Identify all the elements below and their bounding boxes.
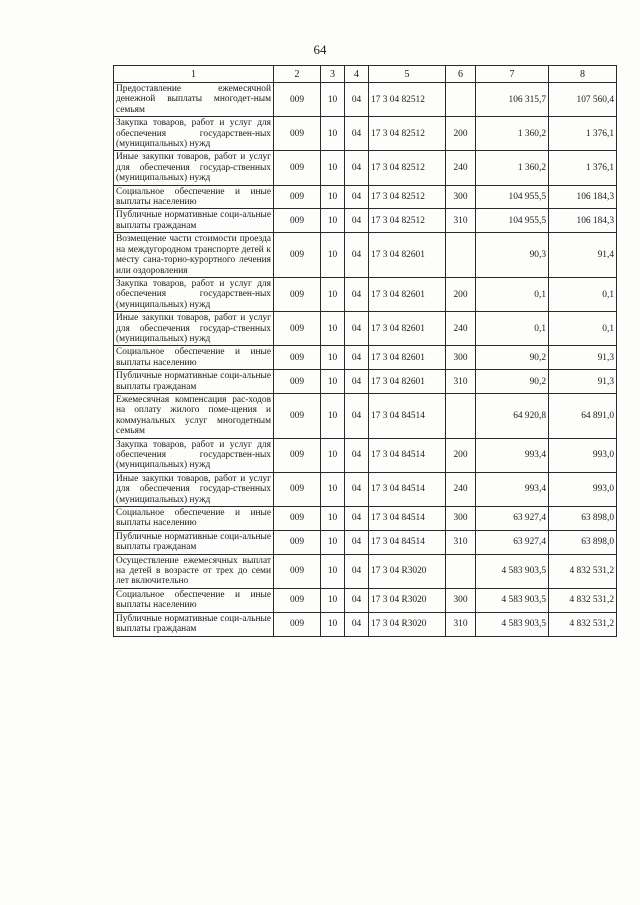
cell-target-article: 17 3 04 84514 <box>369 507 446 531</box>
cell-amount-year1: 993,4 <box>476 438 549 472</box>
cell-section: 10 <box>321 117 345 151</box>
col-header-1: 1 <box>114 66 274 83</box>
cell-target-article: 17 3 04 82601 <box>369 346 446 370</box>
cell-target-article: 17 3 04 84514 <box>369 393 446 438</box>
cell-amount-year1: 90,3 <box>476 233 549 278</box>
cell-target-article: 17 3 04 82512 <box>369 209 446 233</box>
cell-amount-year1: 0,1 <box>476 277 549 311</box>
cell-section: 10 <box>321 530 345 554</box>
cell-expense-type: 310 <box>446 209 476 233</box>
cell-admin-code: 009 <box>274 507 321 531</box>
cell-admin-code: 009 <box>274 233 321 278</box>
cell-section: 10 <box>321 185 345 209</box>
cell-admin-code: 009 <box>274 393 321 438</box>
cell-subsection: 04 <box>345 370 369 394</box>
cell-target-article: 17 3 04 82601 <box>369 233 446 278</box>
cell-expense-type <box>446 233 476 278</box>
cell-subsection: 04 <box>345 277 369 311</box>
cell-expense-type: 240 <box>446 472 476 506</box>
table-row <box>114 346 617 370</box>
cell-amount-year2: 106 184,3 <box>549 185 617 209</box>
cell-amount-year2: 107 560,4 <box>549 83 617 117</box>
cell-expense-type: 310 <box>446 530 476 554</box>
cell-amount-year2: 63 898,0 <box>549 530 617 554</box>
cell-section: 10 <box>321 312 345 346</box>
cell-amount-year2: 993,0 <box>549 472 617 506</box>
cell-amount-year2: 1 376,1 <box>549 151 617 185</box>
cell-subsection: 04 <box>345 209 369 233</box>
table-row <box>114 83 617 117</box>
cell-section: 10 <box>321 554 345 588</box>
cell-amount-year1: 1 360,2 <box>476 151 549 185</box>
cell-admin-code: 009 <box>274 370 321 394</box>
cell-target-article: 17 3 04 R3020 <box>369 612 446 636</box>
cell-admin-code: 009 <box>274 117 321 151</box>
cell-admin-code: 009 <box>274 83 321 117</box>
cell-subsection: 04 <box>345 393 369 438</box>
cell-section: 10 <box>321 507 345 531</box>
table-row <box>114 370 617 394</box>
row-name: Иные закупки товаров, работ и услуг для обеспечения государ-ственных (муниципальных) нужд <box>114 312 274 346</box>
row-name: Публичные нормативные соци-альные выплаты гражданам <box>114 612 274 636</box>
table-row <box>114 507 617 531</box>
cell-subsection: 04 <box>345 612 369 636</box>
cell-target-article: 17 3 04 R3020 <box>369 554 446 588</box>
cell-target-article: 17 3 04 82601 <box>369 370 446 394</box>
cell-expense-type: 310 <box>446 370 476 394</box>
cell-admin-code: 009 <box>274 209 321 233</box>
cell-expense-type <box>446 393 476 438</box>
cell-admin-code: 009 <box>274 185 321 209</box>
row-name: Публичные нормативные соци-альные выплаты гражданам <box>114 530 274 554</box>
row-name: Социальное обеспечение и иные выплаты населению <box>114 185 274 209</box>
row-name: Публичные нормативные соци-альные выплаты гражданам <box>114 370 274 394</box>
cell-subsection: 04 <box>345 233 369 278</box>
table-row <box>114 117 617 151</box>
col-header-4: 4 <box>345 66 369 83</box>
cell-amount-year1: 4 583 903,5 <box>476 554 549 588</box>
row-name: Иные закупки товаров, работ и услуг для обеспечения государ-ственных (муниципальных) нужд <box>114 151 274 185</box>
col-header-2: 2 <box>274 66 321 83</box>
cell-subsection: 04 <box>345 554 369 588</box>
cell-expense-type <box>446 83 476 117</box>
cell-target-article: 17 3 04 82601 <box>369 277 446 311</box>
cell-amount-year2: 106 184,3 <box>549 209 617 233</box>
cell-subsection: 04 <box>345 588 369 612</box>
cell-amount-year2: 1 376,1 <box>549 117 617 151</box>
table-row <box>114 472 617 506</box>
cell-amount-year2: 91,3 <box>549 346 617 370</box>
row-name: Возмещение части стоимости проезда на междугородном транспорте детей к месту сана-торно-курортного лечения или оздоровления <box>114 233 274 278</box>
cell-amount-year2: 0,1 <box>549 312 617 346</box>
cell-expense-type: 200 <box>446 438 476 472</box>
cell-section: 10 <box>321 346 345 370</box>
cell-section: 10 <box>321 277 345 311</box>
cell-section: 10 <box>321 83 345 117</box>
cell-section: 10 <box>321 438 345 472</box>
table-row <box>114 554 617 588</box>
col-header-5: 5 <box>369 66 446 83</box>
cell-target-article: 17 3 04 82512 <box>369 185 446 209</box>
row-name: Осуществление ежемесячных выплат на детей в возрасте от трех до семи лет включительно <box>114 554 274 588</box>
cell-expense-type <box>446 554 476 588</box>
cell-target-article: 17 3 04 R3020 <box>369 588 446 612</box>
cell-amount-year2: 4 832 531,2 <box>549 554 617 588</box>
cell-amount-year1: 104 955,5 <box>476 209 549 233</box>
col-header-6: 6 <box>446 66 476 83</box>
cell-expense-type: 310 <box>446 612 476 636</box>
col-header-8: 8 <box>549 66 617 83</box>
table-row <box>114 393 617 438</box>
table-row <box>114 438 617 472</box>
cell-target-article: 17 3 04 82512 <box>369 117 446 151</box>
cell-amount-year2: 91,4 <box>549 233 617 278</box>
page-number: 64 <box>313 42 327 57</box>
cell-amount-year1: 993,4 <box>476 472 549 506</box>
cell-admin-code: 009 <box>274 612 321 636</box>
row-name: Иные закупки товаров, работ и услуг для обеспечения государ-ственных (муниципальных) нужд <box>114 472 274 506</box>
table-row <box>114 530 617 554</box>
col-header-7: 7 <box>476 66 549 83</box>
cell-amount-year1: 1 360,2 <box>476 117 549 151</box>
row-name: Закупка товаров, работ и услуг для обеспечения государствен-ных (муниципальных) нужд <box>114 117 274 151</box>
cell-subsection: 04 <box>345 83 369 117</box>
cell-subsection: 04 <box>345 472 369 506</box>
cell-section: 10 <box>321 209 345 233</box>
cell-admin-code: 009 <box>274 151 321 185</box>
cell-amount-year2: 4 832 531,2 <box>549 612 617 636</box>
cell-amount-year2: 0,1 <box>549 277 617 311</box>
table-row <box>114 233 617 278</box>
cell-subsection: 04 <box>345 346 369 370</box>
cell-amount-year1: 90,2 <box>476 370 549 394</box>
cell-target-article: 17 3 04 82512 <box>369 151 446 185</box>
table-row <box>114 151 617 185</box>
cell-expense-type: 300 <box>446 507 476 531</box>
cell-amount-year1: 0,1 <box>476 312 549 346</box>
row-name: Социальное обеспечение и иные выплаты населению <box>114 588 274 612</box>
col-header-3: 3 <box>321 66 345 83</box>
cell-subsection: 04 <box>345 507 369 531</box>
table-row <box>114 185 617 209</box>
cell-amount-year2: 91,3 <box>549 370 617 394</box>
table-body <box>114 83 617 637</box>
row-name: Социальное обеспечение и иные выплаты населению <box>114 346 274 370</box>
cell-amount-year1: 4 583 903,5 <box>476 588 549 612</box>
cell-amount-year1: 63 927,4 <box>476 507 549 531</box>
cell-section: 10 <box>321 151 345 185</box>
header-row <box>114 66 617 83</box>
cell-amount-year1: 64 920,8 <box>476 393 549 438</box>
cell-section: 10 <box>321 370 345 394</box>
cell-admin-code: 009 <box>274 588 321 612</box>
cell-expense-type: 240 <box>446 151 476 185</box>
cell-admin-code: 009 <box>274 530 321 554</box>
cell-admin-code: 009 <box>274 554 321 588</box>
row-name: Социальное обеспечение и иные выплаты населению <box>114 507 274 531</box>
cell-subsection: 04 <box>345 530 369 554</box>
table-row <box>114 588 617 612</box>
cell-subsection: 04 <box>345 151 369 185</box>
cell-amount-year2: 4 832 531,2 <box>549 588 617 612</box>
cell-target-article: 17 3 04 84514 <box>369 472 446 506</box>
row-name: Закупка товаров, работ и услуг для обеспечения государствен-ных (муниципальных) нужд <box>114 277 274 311</box>
cell-target-article: 17 3 04 84514 <box>369 438 446 472</box>
table-row <box>114 312 617 346</box>
table-row <box>114 209 617 233</box>
cell-amount-year1: 90,2 <box>476 346 549 370</box>
table-row <box>114 277 617 311</box>
cell-admin-code: 009 <box>274 346 321 370</box>
cell-subsection: 04 <box>345 312 369 346</box>
cell-subsection: 04 <box>345 438 369 472</box>
cell-amount-year1: 63 927,4 <box>476 530 549 554</box>
cell-amount-year2: 63 898,0 <box>549 507 617 531</box>
cell-expense-type: 300 <box>446 588 476 612</box>
budget-table <box>113 65 617 637</box>
cell-section: 10 <box>321 612 345 636</box>
row-name: Закупка товаров, работ и услуг для обеспечения государствен-ных (муниципальных) нужд <box>114 438 274 472</box>
cell-amount-year1: 106 315,7 <box>476 83 549 117</box>
cell-amount-year1: 104 955,5 <box>476 185 549 209</box>
cell-subsection: 04 <box>345 185 369 209</box>
row-name: Ежемесячная компенсация рас-ходов на оплату жилого поме-щения и коммунальных услуг многодетным семьям <box>114 393 274 438</box>
cell-expense-type: 240 <box>446 312 476 346</box>
row-name: Публичные нормативные соци-альные выплаты гражданам <box>114 209 274 233</box>
cell-admin-code: 009 <box>274 438 321 472</box>
cell-amount-year1: 4 583 903,5 <box>476 612 549 636</box>
row-name: Предоставление ежемесячной денежной выплаты многодет-ным семьям <box>114 83 274 117</box>
cell-admin-code: 009 <box>274 277 321 311</box>
cell-expense-type: 200 <box>446 277 476 311</box>
cell-target-article: 17 3 04 82512 <box>369 83 446 117</box>
cell-subsection: 04 <box>345 117 369 151</box>
cell-expense-type: 300 <box>446 346 476 370</box>
cell-amount-year2: 993,0 <box>549 438 617 472</box>
cell-admin-code: 009 <box>274 312 321 346</box>
cell-section: 10 <box>321 393 345 438</box>
cell-admin-code: 009 <box>274 472 321 506</box>
cell-section: 10 <box>321 233 345 278</box>
cell-section: 10 <box>321 472 345 506</box>
cell-target-article: 17 3 04 82601 <box>369 312 446 346</box>
cell-target-article: 17 3 04 84514 <box>369 530 446 554</box>
cell-expense-type: 300 <box>446 185 476 209</box>
cell-section: 10 <box>321 588 345 612</box>
cell-expense-type: 200 <box>446 117 476 151</box>
table-row <box>114 612 617 636</box>
cell-amount-year2: 64 891,0 <box>549 393 617 438</box>
